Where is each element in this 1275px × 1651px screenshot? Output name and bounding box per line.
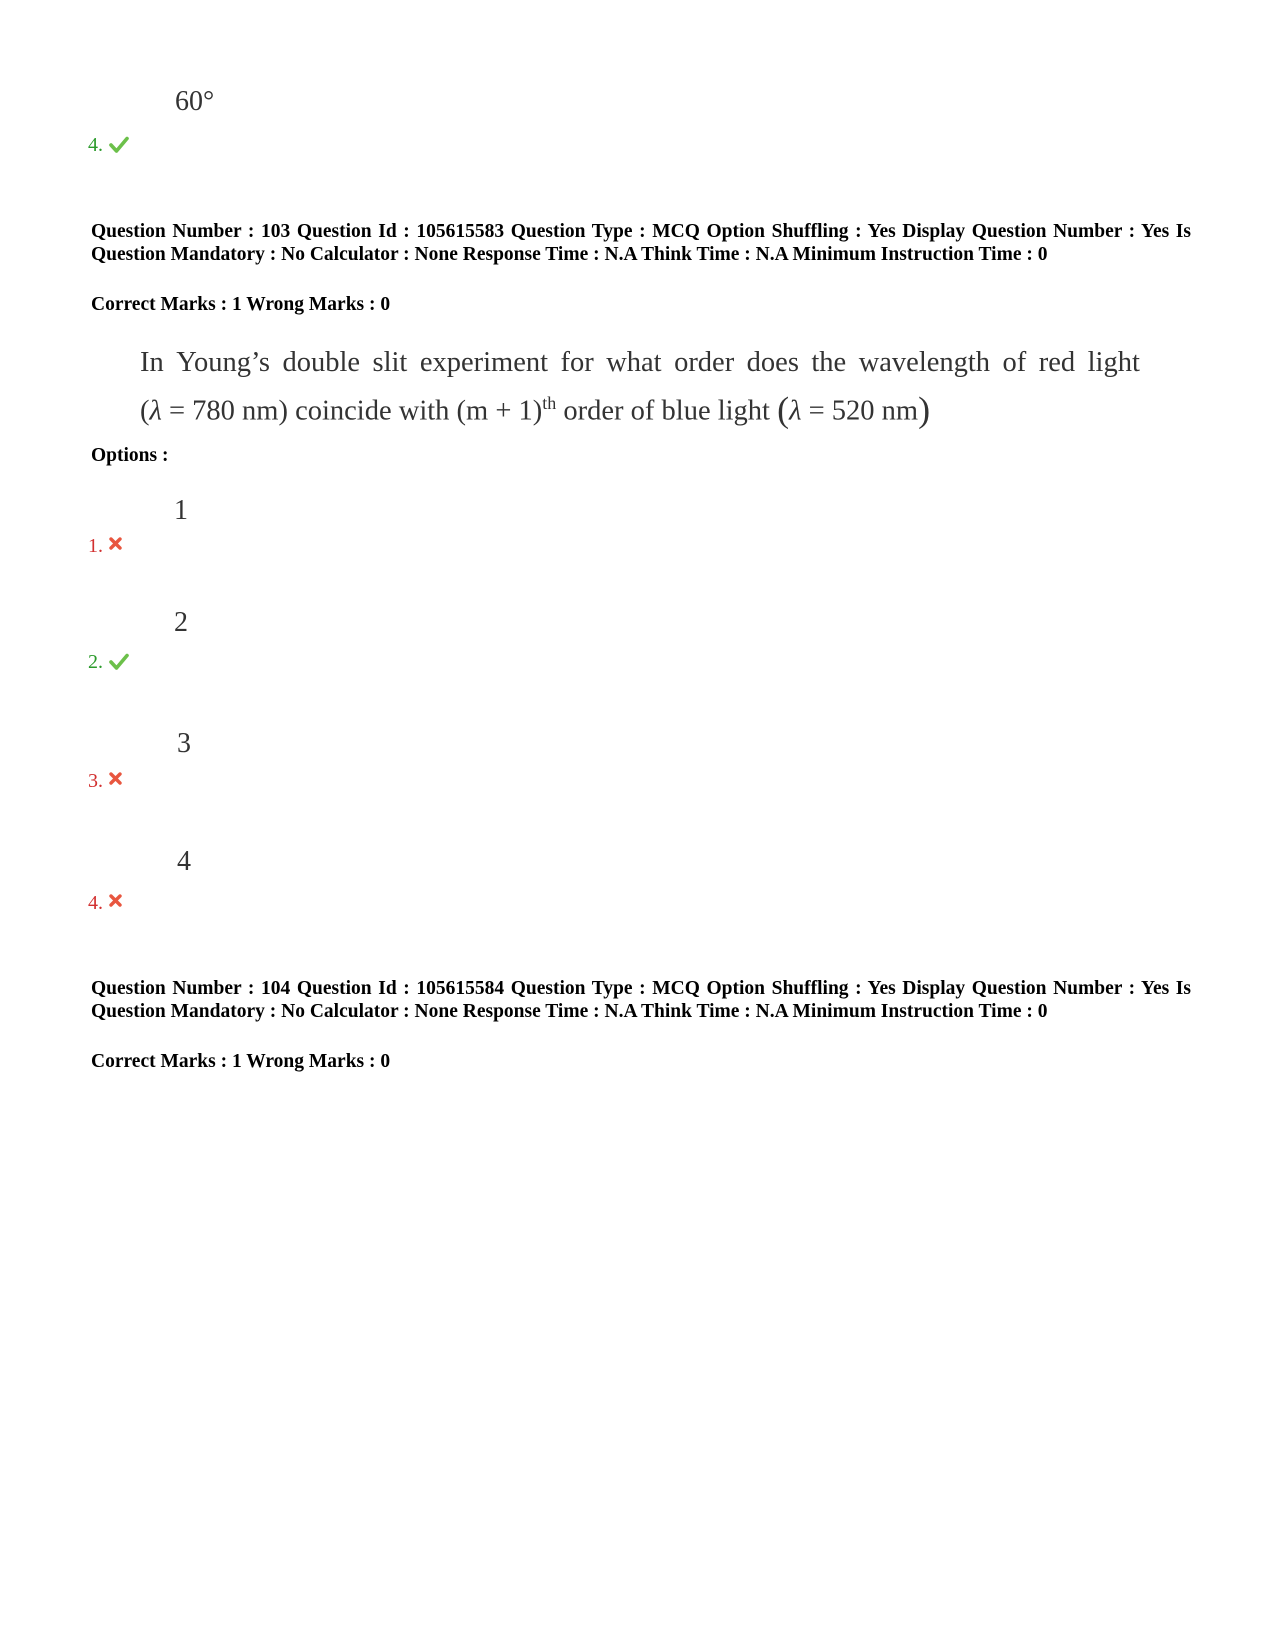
question-word: light: [1087, 347, 1140, 378]
question-word: of: [1002, 347, 1027, 378]
question-word: double: [282, 347, 361, 378]
question-word: does: [746, 347, 799, 378]
question-104-marks: Correct Marks : 1 Wrong Marks : 0: [91, 1051, 391, 1072]
lambda-symbol-red: λ: [149, 395, 162, 427]
blue-wavelength-value: = 520 nm: [801, 395, 919, 427]
question-word: Young’s: [176, 347, 270, 378]
blue-light-text: order of blue light: [556, 395, 778, 427]
question-word: slit: [372, 347, 408, 378]
blue-paren-open: (: [777, 389, 790, 430]
question-word: In: [140, 347, 164, 378]
blue-paren-close: ): [918, 389, 931, 430]
option-4[interactable]: [88, 893, 122, 913]
red-paren-open: (: [140, 395, 150, 427]
question-103-line-2: [140, 383, 1140, 432]
options-label: Options :: [91, 445, 169, 466]
question-word: red: [1038, 347, 1076, 378]
prev-option-4-label: 4.: [88, 134, 103, 156]
option-2-number: 2.: [88, 651, 103, 673]
red-wavelength-text: = 780 nm) coincide with (m + 1): [161, 395, 543, 427]
lambda-symbol-blue: λ: [789, 395, 802, 427]
prev-option-4-number: [88, 135, 129, 155]
cross-icon: [109, 537, 122, 550]
question-word: the: [811, 347, 847, 378]
option-3-number: 3.: [88, 770, 103, 792]
option-3-value: 3: [177, 728, 191, 759]
question-word: experiment: [419, 347, 549, 378]
question-103-marks: Correct Marks : 1 Wrong Marks : 0: [91, 294, 391, 315]
cross-icon: [109, 894, 122, 907]
option-1[interactable]: [88, 536, 122, 556]
question-103-line-1: [140, 343, 1140, 383]
check-icon: [109, 136, 129, 154]
question-word: order: [674, 347, 735, 378]
cross-icon: [109, 772, 122, 785]
prev-option-4-value: 60°: [175, 86, 215, 117]
question-word: what: [606, 347, 662, 378]
option-2-value: 2: [174, 607, 188, 638]
order-superscript: th: [542, 393, 557, 413]
option-1-number: 1.: [88, 535, 103, 557]
check-icon: [109, 653, 129, 671]
option-3[interactable]: [88, 771, 122, 791]
option-2[interactable]: [88, 652, 129, 672]
question-word: wavelength: [858, 347, 991, 378]
option-4-value: 4: [177, 846, 191, 877]
question-104-meta: Question Number : 104 Question Id : 105615584 Question Type : MCQ Option Shuffling : Yes Display Question Number : Yes Is Question Mandatory : No Calculator : None Response Time : N.A Think Time : N.A Minimum Instruction Time : 0: [91, 978, 1191, 1022]
question-word: for: [560, 347, 594, 378]
option-1-value: 1: [174, 495, 188, 526]
question-103-text: [140, 343, 1140, 432]
question-103-meta: Question Number : 103 Question Id : 105615583 Question Type : MCQ Option Shuffling : Yes Display Question Number : Yes Is Question Mandatory : No Calculator : None Response Time : N.A Think Time : N.A Minimum Instruction Time : 0: [91, 221, 1191, 265]
option-4-number: 4.: [88, 892, 103, 914]
